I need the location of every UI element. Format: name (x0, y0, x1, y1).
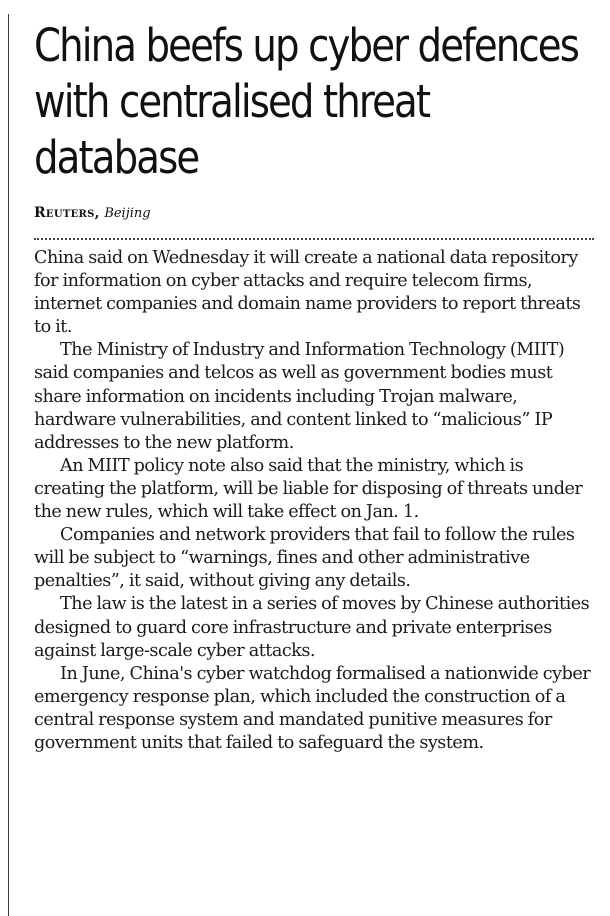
paragraph-3: An MIIT policy note also said that the ministry, which is creating the platform, will be liable for disposing of threats under the new rules, which will take effect on Jan. 1. (34, 455, 583, 523)
headline: China beefs up cyber defences with centralised threat database (34, 19, 579, 184)
article (34, 18, 596, 755)
paragraph-2: The Ministry of Industry and Information Technology (MIIT) said companies and telcos as well as government bodies must share information on incidents including Trojan malware, hardware vulnerabilities, and content linked to “malicious” IP addresses to the new platform. (34, 340, 565, 453)
column-rule (8, 14, 9, 916)
dotted-divider (34, 238, 594, 240)
paragraph-4: Companies and network providers that fail to follow the rules will be subject to “warnings, fines and other administrative penalties”, it said, without giving any details. (34, 525, 575, 592)
paragraph-5: The law is the latest in a series of moves by Chinese authorities designed to guard core infrastructure and private enterprises against large-scale cyber attacks. (34, 594, 590, 661)
byline-agency: Reuters, (34, 205, 100, 221)
paragraph-1: China said on Wednesday it will create a national data repository for information on cyber attacks and require telecom firms, internet companies and domain name providers to report threats to it. (34, 248, 581, 338)
byline (34, 204, 596, 223)
byline-place: Beijing (104, 206, 151, 221)
paragraph-6: In June, China's cyber watchdog formalised a nationwide cyber emergency response plan, which included the construction of a central response system and mandated punitive measures for government units that failed to safeguard the system. (34, 663, 591, 753)
